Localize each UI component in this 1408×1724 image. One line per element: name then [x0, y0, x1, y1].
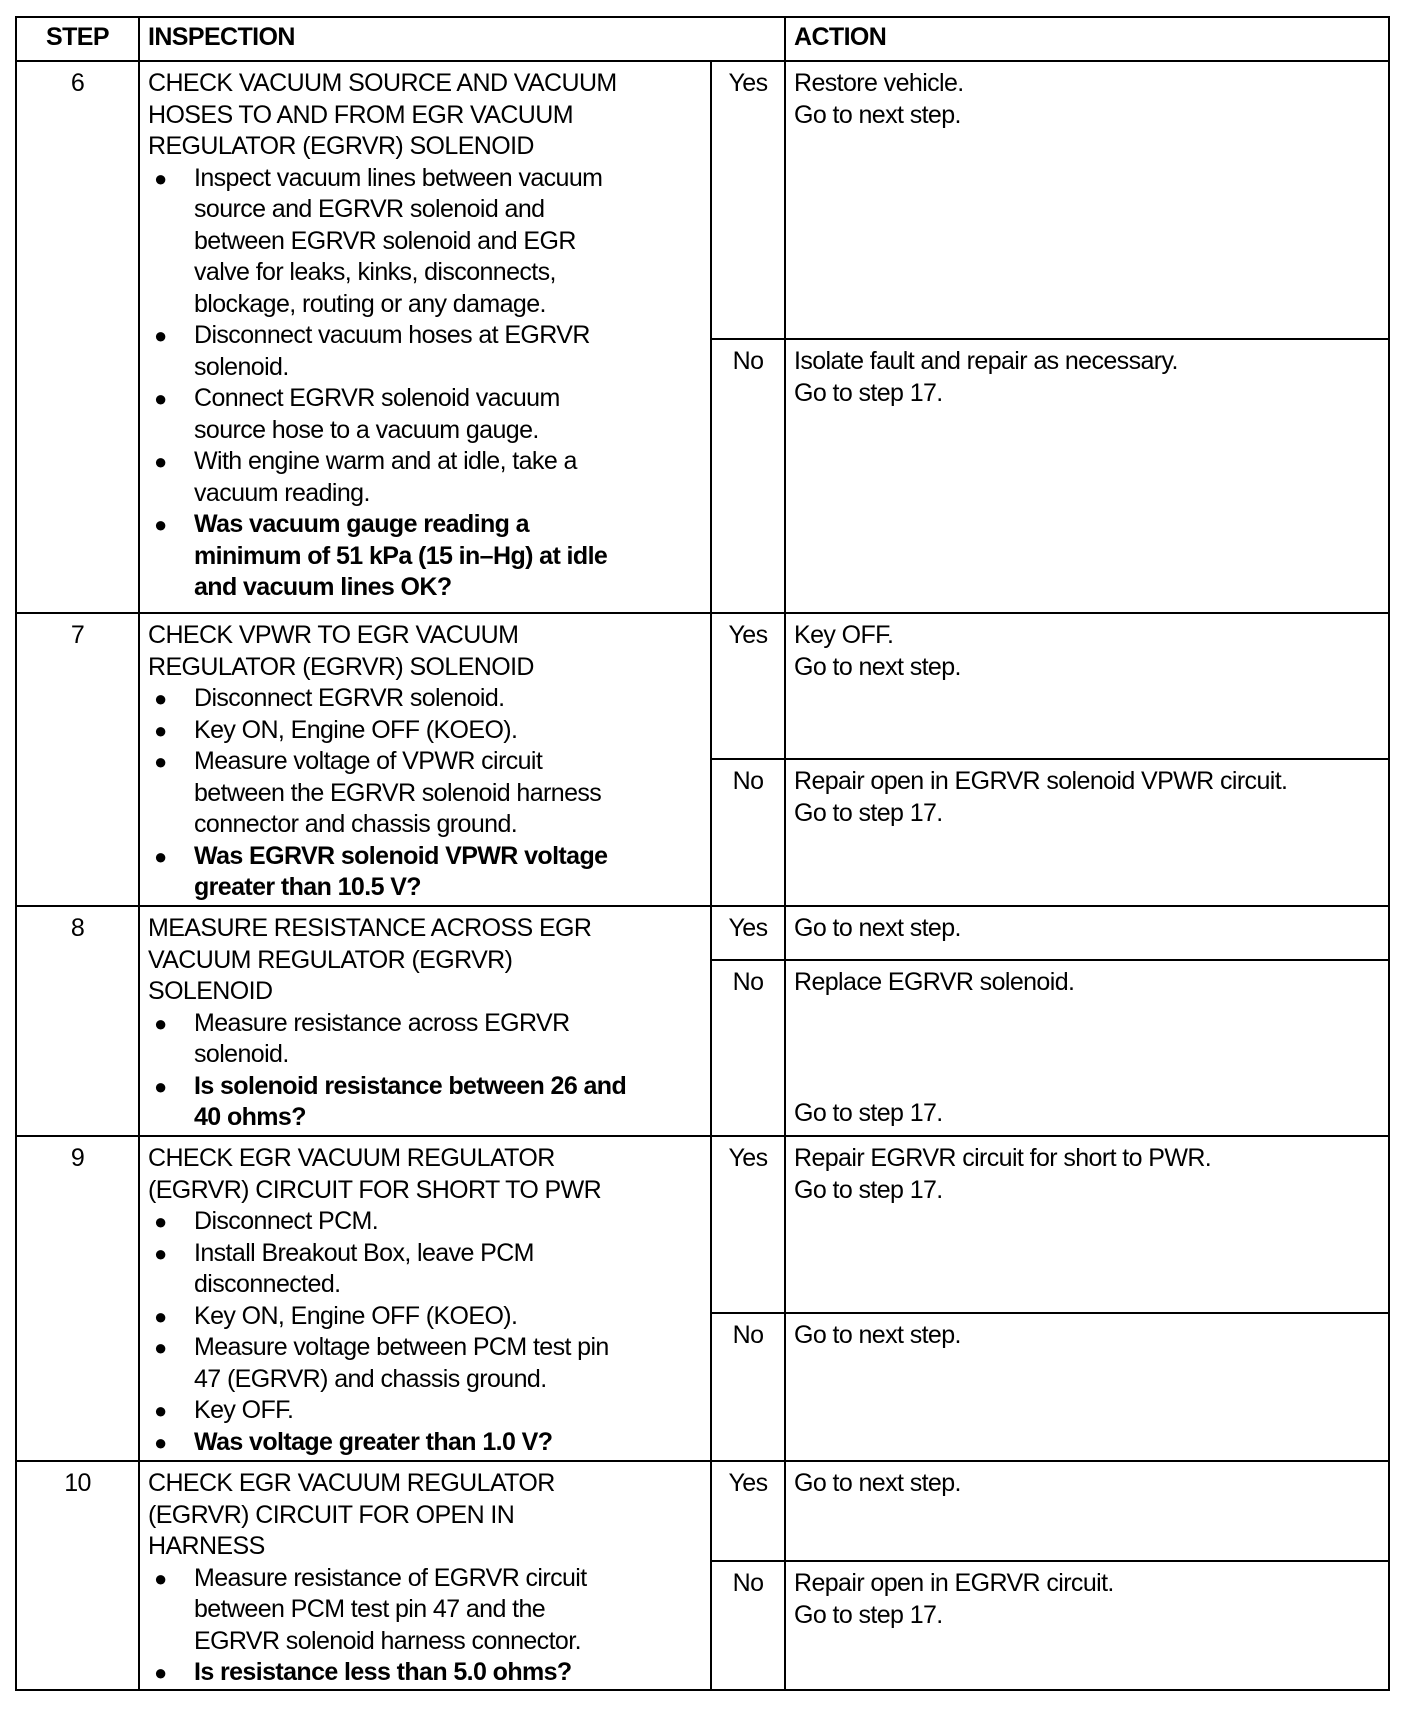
- yes-action-cell: [784, 60, 1390, 340]
- inspection-bullet: [148, 746, 704, 841]
- no-label: No: [710, 959, 786, 1137]
- step-number: 10: [15, 1460, 140, 1691]
- bullet-icon: ●: [154, 749, 167, 774]
- inspection-title-line: VACUUM REGULATOR (EGRVR): [148, 945, 513, 974]
- yes-label: Yes: [710, 60, 786, 340]
- action-line: Repair open in EGRVR circuit.: [794, 1569, 1114, 1597]
- bullet-text-line: Disconnect vacuum hoses at EGRVR: [194, 321, 590, 349]
- header-action: ACTION: [784, 16, 1390, 62]
- bullet-text-line: Measure resistance across EGRVR: [194, 1008, 570, 1037]
- bullet-icon: ●: [154, 1565, 167, 1591]
- header-inspection: INSPECTION: [138, 16, 786, 62]
- inspection-title-line: (EGRVR) CIRCUIT FOR OPEN IN: [148, 1500, 515, 1529]
- no-action-cell: [784, 758, 1390, 907]
- bullet-icon: ●: [154, 165, 167, 191]
- bullet-text-line: between PCM test pin 47 and the: [194, 1595, 546, 1623]
- yes-label: Yes: [710, 905, 786, 961]
- bullet-text-line: Measure voltage of VPWR circuit: [194, 747, 543, 775]
- action-line: Go to step 17.: [794, 798, 943, 827]
- step-number: 7: [15, 612, 140, 907]
- bullet-icon: ●: [154, 1660, 167, 1685]
- inspection-bullet: [148, 683, 704, 715]
- bullet-text-line: 47 (EGRVR) and chassis ground.: [194, 1364, 547, 1393]
- bullet-text-line: valve for leaks, kinks, disconnects,: [194, 258, 556, 286]
- bullet-text-line: With engine warm and at idle, take a: [194, 447, 577, 475]
- inspection-title-line: REGULATOR (EGRVR) SOLENOID: [148, 652, 534, 681]
- inspection-title-line: (EGRVR) CIRCUIT FOR SHORT TO PWR: [148, 1175, 602, 1204]
- inspection-question: [148, 1657, 704, 1689]
- inspection-bullet: [148, 1008, 704, 1071]
- inspection-title-line: CHECK VPWR TO EGR VACUUM: [148, 621, 519, 649]
- bullet-text-line: source and EGRVR solenoid and: [194, 195, 545, 223]
- bullet-text-line: 40 ohms?: [194, 1103, 306, 1131]
- action-line: Go to next step.: [794, 914, 961, 942]
- bullet-icon: ●: [154, 717, 167, 743]
- inspection-question: [148, 1071, 704, 1134]
- inspection-cell: [138, 60, 712, 614]
- action-line: Replace EGRVR solenoid.: [794, 968, 1075, 996]
- bullet-text-line: between EGRVR solenoid and EGR: [194, 226, 576, 255]
- inspection-bullet: [148, 320, 704, 383]
- yes-action-cell: [784, 612, 1390, 760]
- no-action-cell: [784, 1312, 1390, 1462]
- bullet-icon: ●: [154, 1303, 167, 1329]
- bullet-text-line: Was EGRVR solenoid VPWR voltage: [194, 841, 608, 870]
- action-line: Go to next step.: [794, 1469, 961, 1497]
- bullet-text-line: Was vacuum gauge reading a: [194, 510, 529, 538]
- inspection-bullet: [148, 1563, 704, 1658]
- bullet-text-line: solenoid.: [194, 1040, 289, 1068]
- inspection-title-line: REGULATOR (EGRVR) SOLENOID: [148, 132, 534, 160]
- bullet-text-line: vacuum reading.: [194, 478, 370, 507]
- bullet-text-line: Inspect vacuum lines between vacuum: [194, 163, 603, 192]
- action-line: Repair EGRVR circuit for short to PWR.: [794, 1144, 1212, 1172]
- bullet-text-line: greater than 10.5 V?: [194, 873, 421, 901]
- step-number: 8: [15, 905, 140, 1137]
- bullet-text-line: Is resistance less than 5.0 ohms?: [194, 1658, 572, 1686]
- no-action-cell: [784, 959, 1390, 1137]
- bullet-icon: ●: [154, 1240, 167, 1266]
- inspection-bullet: [148, 1301, 704, 1333]
- inspection-title-line: CHECK EGR VACUUM REGULATOR: [148, 1144, 555, 1172]
- bullet-icon: ●: [154, 512, 167, 537]
- bullet-text-line: Key ON, Engine OFF (KOEO).: [194, 715, 518, 744]
- bullet-text-line: Install Breakout Box, leave PCM: [194, 1238, 534, 1267]
- action-line: Repair open in EGRVR solenoid VPWR circuit.: [794, 767, 1288, 795]
- bullet-text-line: and vacuum lines OK?: [194, 573, 452, 601]
- inspection-title-line: CHECK VACUUM SOURCE AND VACUUM: [148, 69, 617, 97]
- action-line: Go to next step.: [794, 652, 961, 681]
- bullet-icon: ●: [154, 323, 167, 348]
- inspection-cell: [138, 1135, 712, 1462]
- bullet-icon: ●: [154, 1335, 167, 1360]
- inspection-question: [148, 841, 704, 904]
- bullet-text-line: blockage, routing or any damage.: [194, 289, 546, 318]
- action-line: Restore vehicle.: [794, 69, 964, 97]
- no-label: No: [710, 1560, 786, 1691]
- bullet-text-line: between the EGRVR solenoid harness: [194, 778, 602, 807]
- bullet-icon: ●: [154, 1209, 167, 1234]
- inspection-bullet: [148, 446, 704, 509]
- inspection-bullet: [148, 163, 704, 321]
- yes-action-cell: [784, 1460, 1390, 1562]
- inspection-question: [148, 1427, 704, 1459]
- bullet-text-line: Was voltage greater than 1.0 V?: [194, 1427, 553, 1456]
- action-line: Go to next step.: [794, 100, 961, 129]
- bullet-text-line: Disconnect EGRVR solenoid.: [194, 684, 505, 712]
- no-label: No: [710, 1312, 786, 1462]
- yes-action-cell: [784, 1135, 1390, 1314]
- action-line: Go to step 17.: [794, 1600, 943, 1629]
- bullet-text-line: Measure voltage between PCM test pin: [194, 1333, 609, 1361]
- bullet-text-line: Connect EGRVR solenoid vacuum: [194, 384, 560, 412]
- inspection-bullet: [148, 715, 704, 747]
- bullet-icon: ●: [154, 843, 167, 869]
- action-line: Go to step 17.: [794, 1175, 943, 1204]
- yes-label: Yes: [710, 1460, 786, 1562]
- step-number: 6: [15, 60, 140, 614]
- inspection-bullet: [148, 383, 704, 446]
- bullet-text-line: Measure resistance of EGRVR circuit: [194, 1563, 587, 1592]
- bullet-icon: ●: [154, 686, 167, 711]
- inspection-cell: [138, 1460, 712, 1691]
- inspection-title-line: SOLENOID: [148, 977, 273, 1005]
- inspection-bullet: [148, 1395, 704, 1427]
- no-label: No: [710, 338, 786, 614]
- bullet-icon: ●: [154, 386, 167, 411]
- header-step: STEP: [15, 16, 140, 62]
- bullet-text-line: Key ON, Engine OFF (KOEO).: [194, 1301, 518, 1330]
- inspection-title-line: HOSES TO AND FROM EGR VACUUM: [148, 100, 573, 129]
- yes-label: Yes: [710, 612, 786, 760]
- bullet-text-line: solenoid.: [194, 352, 289, 381]
- yes-action-cell: [784, 905, 1390, 961]
- step-number: 9: [15, 1135, 140, 1462]
- bullet-icon: ●: [154, 1073, 167, 1099]
- bullet-icon: ●: [154, 1429, 167, 1455]
- inspection-bullet: [148, 1332, 704, 1395]
- inspection-bullet: [148, 1238, 704, 1301]
- inspection-title-line: MEASURE RESISTANCE ACROSS EGR: [148, 914, 592, 942]
- inspection-question: [148, 509, 704, 604]
- action-line: Key OFF.: [794, 621, 894, 649]
- bullet-text-line: minimum of 51 kPa (15 in–Hg) at idle: [194, 541, 608, 570]
- inspection-title-line: HARNESS: [148, 1532, 265, 1560]
- bullet-text-line: Is solenoid resistance between 26 and: [194, 1071, 627, 1100]
- action-line: Go to step 17.: [794, 378, 943, 407]
- inspection-cell: [138, 905, 712, 1137]
- inspection-bullet: [148, 1206, 704, 1238]
- action-line: Isolate fault and repair as necessary.: [794, 347, 1178, 375]
- no-label: No: [710, 758, 786, 907]
- bullet-icon: ●: [154, 449, 167, 474]
- no-action-cell: [784, 1560, 1390, 1691]
- bullet-text-line: connector and chassis ground.: [194, 810, 518, 838]
- inspection-cell: [138, 612, 712, 907]
- bullet-text-line: source hose to a vacuum gauge.: [194, 415, 539, 444]
- inspection-title-line: CHECK EGR VACUUM REGULATOR: [148, 1469, 555, 1497]
- no-action-cell: [784, 338, 1390, 614]
- bullet-icon: ●: [154, 1398, 167, 1423]
- bullet-text-line: Disconnect PCM.: [194, 1207, 379, 1235]
- bullet-text-line: disconnected.: [194, 1270, 341, 1298]
- action-line: Go to step 17.: [794, 1098, 943, 1127]
- bullet-icon: ●: [154, 1010, 167, 1036]
- yes-label: Yes: [710, 1135, 786, 1314]
- action-line: Go to next step.: [794, 1321, 961, 1349]
- bullet-text-line: Key OFF.: [194, 1396, 294, 1424]
- bullet-text-line: EGRVR solenoid harness connector.: [194, 1626, 581, 1655]
